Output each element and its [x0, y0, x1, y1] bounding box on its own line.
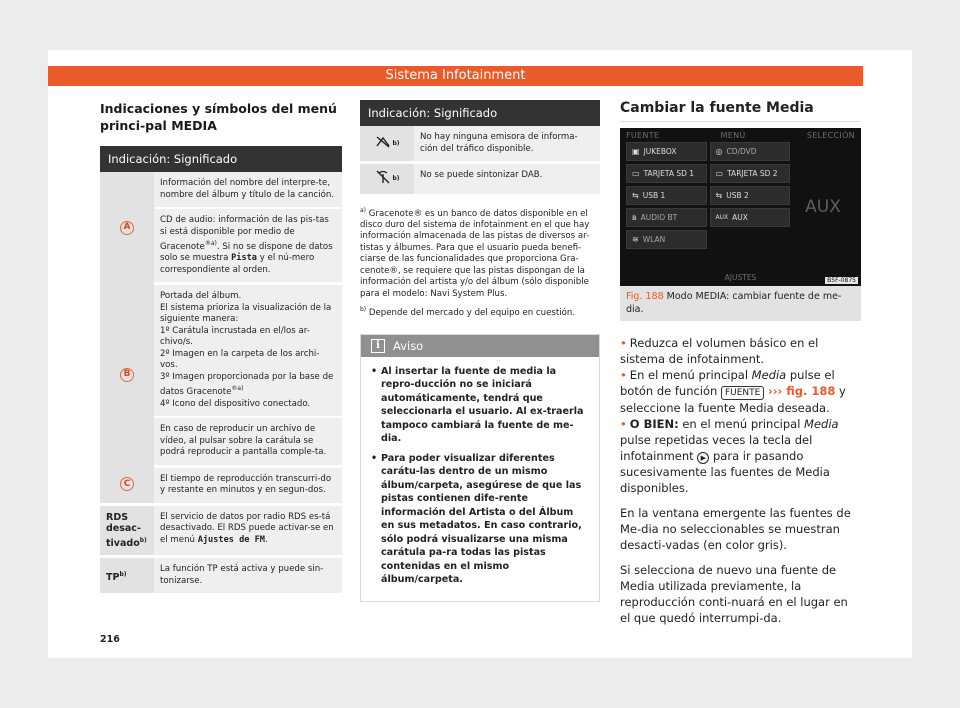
- figure-code: B5F-0875: [827, 277, 856, 284]
- middle-column: [360, 100, 600, 602]
- play-icon: ▶: [697, 452, 709, 464]
- indicator-rds-text: El servicio de datos por radio RDS es-tá desactivado. El RDS puede activar-se en el menú Ajustes de FM.: [154, 504, 342, 557]
- step-1: • Reduzca el volumen básico en el sistema de infotainment.: [620, 336, 819, 366]
- notice-title: Aviso: [393, 338, 424, 353]
- indicator-c-key: [100, 466, 154, 504]
- source-audio-bt: ʙ AUDIO BT: [626, 208, 707, 227]
- footnote-b: $^{b)}$ Depende del mercado y del equipo en cuestión.: [360, 306, 576, 319]
- current-source-label: AUX: [805, 197, 841, 217]
- usb-icon: ⇆: [632, 191, 639, 200]
- tab-seleccion: SELECCIÓN: [806, 131, 855, 140]
- bluetooth-icon: ʙ: [632, 213, 637, 222]
- table-header: Indicación: Significado: [100, 146, 342, 172]
- paragraph-5: Si selecciona de nuevo una fuente de Media utilizada previamente, la reproducción conti-nuará en el lugar en el que quedó interrumpi-da.: [620, 563, 848, 625]
- indicator-a-key: [100, 172, 154, 284]
- indicator-tp-key: TP$^{b)}$: [100, 557, 154, 595]
- aux-icon: AUX: [715, 214, 729, 221]
- notice-header: [361, 335, 599, 357]
- letter-b-icon: B: [120, 368, 134, 382]
- source-wlan: ≋ WLAN: [626, 230, 707, 249]
- source-sd2: ▭ TARJETA SD 2: [710, 164, 791, 183]
- table-header: Indicación: Significado: [360, 100, 600, 126]
- letter-a-icon: A: [120, 221, 134, 235]
- disc-icon: ◎: [715, 147, 723, 156]
- left-column: [100, 100, 342, 596]
- sd-card-icon: ▭: [632, 169, 640, 178]
- indicator-a-text-2: CD de audio: información de las pis-tas si está disponible por medio de Gracenote$^{®a)}$. Si no se dispone de datos solo se muestra Pista y el nú-mero correspondiente al orden.: [154, 208, 342, 284]
- tab-fuente: FUENTE: [626, 131, 660, 140]
- no-traffic-station-icon: [374, 135, 392, 149]
- footnote-a: $^{a)}$ Gracenote® es un banco de datos disponible en el disco duro del sistema de infotainment en el que hay información almacenada de las pistas de diversos ar-tistas y álbumes. Para que el usuario pueda benefi-ciarse de las funcionalidades que proporciona Gra-cenote®, se requiere que las pistas dispongan de la información del artista y/o del álbum (sólo disponible para el modelo: Navi System Plus.: [360, 206, 590, 299]
- source-aux: AUX AUX: [710, 208, 791, 227]
- notice-item: • Para poder visualizar diferentes carátu-las dentro de un mismo álbum/carpeta, asegúrese de que las pistas contienen dife-rente información del Artista o del Álbum en sus metadatos. En caso contrario, sólo podrá visualizarse una misma carátula pa-ra todas las pistas contenidas en el mismo álbum/carpeta.: [371, 452, 589, 587]
- traffic-indicators-table: [360, 100, 600, 197]
- paragraph-4: En la ventana emergente las fuentes de Me-dia no seleccionables se muestran desacti-vadas (en color gris).: [620, 506, 851, 552]
- sd-card-icon: ▭: [715, 169, 724, 178]
- usb-icon: ⇆: [715, 191, 723, 200]
- source-sd1: ▭ TARJETA SD 1: [626, 164, 707, 183]
- tab-menu: MENÚ: [720, 131, 746, 140]
- step-3: • O BIEN: en el menú principal Media pulse repetidas veces la tecla del infotainment ▶ para ir pasando sucesivamente las fuentes de Media disponibles.: [620, 417, 839, 495]
- footnotes: [360, 205, 600, 320]
- indicator-b-text-1: Portada del álbum. El sistema prioriza la visualización de la siguiente manera: 1º Carátula incrustada en el/los ar-chivo/s. 2º Imagen en la carpeta de los archi-vos. 3º Imagen proporcionada por la base de datos Gracenote$^{®a)}$ 4º Icono del dispositivo conectado.: [154, 284, 342, 417]
- source-cd-dvd: ◎ CD/DVD: [710, 142, 791, 161]
- jukebox-icon: ▣: [632, 147, 640, 156]
- settings-tab: AJUSTES: [724, 273, 757, 282]
- right-column: [620, 100, 861, 626]
- no-tp-key: b): [360, 126, 414, 163]
- no-dab-signal-icon: [374, 170, 392, 184]
- indicator-a-text-1: Información del nombre del interpre-te, nombre del álbum y título de la canción.: [154, 172, 342, 208]
- source-usb1: ⇆ USB 1: [626, 186, 707, 205]
- info-icon: i: [371, 339, 385, 353]
- page-number: 216: [100, 634, 120, 645]
- letter-c-icon: C: [120, 477, 134, 491]
- indicator-b-text-2: En caso de reproducir un archivo de vídeo, al pulsar sobre la carátula se podrá reproducir a pantalla comple-ta.: [154, 417, 342, 466]
- section-heading: Indicaciones y símbolos del menú princi-pal MEDIA: [100, 101, 337, 133]
- media-indicators-table: [100, 146, 342, 596]
- no-tp-text: No hay ninguna emisora de informa-ción del tráfico disponible.: [414, 126, 600, 163]
- figure-tabs: [620, 128, 861, 140]
- no-dab-key: b): [360, 163, 414, 196]
- media-source-figure: [620, 128, 861, 286]
- indicator-rds-key: RDS desac-tivado$^{b)}$: [100, 504, 154, 557]
- step-2: • En el menú principal Media pulse el botón de función FUENTE ››› fig. 188 y seleccione la fuente Media deseada.: [620, 368, 846, 415]
- wifi-icon: ≋: [632, 235, 639, 244]
- source-grid: [626, 142, 790, 249]
- indicator-b-key: [100, 284, 154, 466]
- indicator-c-text: El tiempo de reproducción transcurri-do y restante en minutos y en segun-dos.: [154, 466, 342, 504]
- source-jukebox: ▣ JUKEBOX: [626, 142, 707, 161]
- figure-reference[interactable]: ››› fig. 188: [768, 384, 836, 398]
- fuente-key: FUENTE: [721, 386, 764, 400]
- instructions: [620, 335, 861, 626]
- section-title: Cambiar la fuente Media: [620, 100, 861, 122]
- notice-box: [360, 334, 600, 602]
- page-header: Sistema Infotainment: [48, 66, 863, 86]
- notice-list: [361, 357, 599, 601]
- notice-item: • Al insertar la fuente de media la repro-ducción no se iniciará automáticamente, tendrá que seleccionarla el usuario. Al ex-traerla tampoco cambiará la fuente de me-dia.: [371, 365, 589, 446]
- indicator-tp-text: La función TP está activa y puede sin-tonizarse.: [154, 557, 342, 595]
- no-dab-text: No se puede sintonizar DAB.: [414, 163, 600, 196]
- figure-caption: Fig. 188 Modo MEDIA: cambiar fuente de me-dia.: [620, 286, 861, 321]
- source-usb2: ⇆ USB 2: [710, 186, 791, 205]
